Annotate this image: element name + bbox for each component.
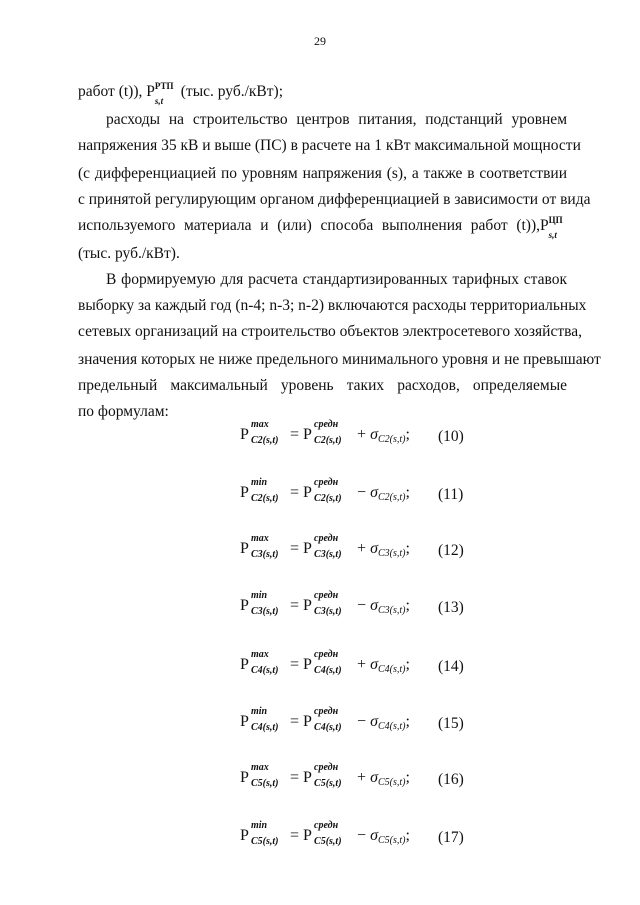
- math-symbol: P средн C3(s,t): [303, 590, 342, 617]
- math-operator: =: [286, 426, 304, 443]
- math-operator: −: [353, 597, 371, 614]
- formula: [240, 762, 410, 799]
- math-symbol: P max C5(s,t): [240, 762, 279, 789]
- math-operator: =: [286, 597, 304, 614]
- text-line: расходы на строительство центров питания, подстанций уровнем: [106, 111, 567, 128]
- sigma-term: σC4(s,t): [370, 656, 406, 675]
- math-symbol: P средн C5(s,t): [303, 820, 342, 847]
- math-operator: −: [353, 827, 371, 844]
- math-symbol: P min C3(s,t): [240, 590, 279, 617]
- math-symbol: P max C3(s,t): [240, 533, 279, 560]
- text-fragment: используемого материала и (или) способа выполнения работ (t)),: [78, 217, 540, 234]
- math-symbol: P min C5(s,t): [240, 820, 279, 847]
- math-symbol: P ЦП s,t: [540, 215, 563, 241]
- equation-number: (14): [438, 658, 464, 675]
- text-line: (с дифференциацией по уровням напряжения (s), а также в соответствии: [78, 165, 567, 182]
- sigma-term: σC3(s,t): [370, 597, 406, 616]
- formula: [240, 649, 410, 686]
- math-symbol: P min C2(s,t): [240, 477, 279, 504]
- text-line: [78, 215, 567, 241]
- math-symbol: P средн C3(s,t): [303, 533, 342, 560]
- math-operator: +: [353, 426, 371, 443]
- text-line: [78, 81, 567, 107]
- sigma-term: σC5(s,t): [370, 769, 406, 788]
- math-operator: −: [353, 484, 371, 501]
- text-line: напряжения 35 кВ и выше (ПС) в расчете на 1 кВт максимальной мощности: [78, 137, 581, 154]
- math-operator: ;: [405, 426, 410, 443]
- text-fragment: работ (t)),: [78, 83, 147, 100]
- text-line: сетевых организаций на строительство объектов электросетевого хозяйства,: [78, 323, 582, 340]
- text-fragment: (тыс. руб./кВт);: [176, 83, 284, 100]
- text-line: значения которых не ниже предельного минимального уровня и не превышают: [78, 351, 601, 368]
- math-symbol: P средн C2(s,t): [303, 477, 342, 504]
- math-operator: −: [353, 713, 371, 730]
- math-operator: =: [286, 484, 304, 501]
- math-symbol: P РТП s,t: [146, 81, 174, 107]
- equation-number: (11): [438, 486, 464, 503]
- formula: [240, 706, 410, 743]
- math-operator: =: [286, 827, 304, 844]
- math-operator: +: [353, 656, 371, 673]
- sigma-term: σC3(s,t): [370, 540, 406, 559]
- math-operator: ;: [405, 484, 410, 501]
- equation-number: (17): [438, 829, 464, 846]
- sigma-term: σC4(s,t): [370, 713, 406, 732]
- math-operator: ;: [405, 597, 410, 614]
- math-symbol: P средн C4(s,t): [303, 649, 342, 676]
- math-operator: +: [353, 540, 371, 557]
- math-symbol: P средн C5(s,t): [303, 762, 342, 789]
- sigma-term: σC2(s,t): [370, 484, 406, 503]
- formula: [240, 820, 410, 857]
- sigma-term: σC2(s,t): [370, 426, 406, 445]
- math-operator: +: [353, 769, 371, 786]
- text-line: (тыс. руб./кВт).: [78, 245, 180, 262]
- equation-number: (12): [438, 542, 464, 559]
- equation-number: (15): [438, 715, 464, 732]
- math-operator: ;: [405, 769, 410, 786]
- equation-number: (13): [438, 599, 464, 616]
- math-symbol: P max C2(s,t): [240, 419, 279, 446]
- text-line: предельный максимальный уровень таких расходов, определяемые: [78, 377, 567, 394]
- math-operator: =: [286, 769, 304, 786]
- page-number: 29: [314, 34, 326, 48]
- formula: [240, 477, 410, 514]
- text-line: с принятой регулирующим органом дифференциацией в зависимости от вида: [78, 191, 591, 208]
- math-operator: =: [286, 540, 304, 557]
- math-symbol: P min C4(s,t): [240, 706, 279, 733]
- text-line: В формируемую для расчета стандартизированных тарифных ставок: [106, 271, 567, 288]
- sigma-term: σC5(s,t): [370, 827, 406, 846]
- formula: [240, 419, 410, 456]
- math-symbol: P средн C2(s,t): [303, 419, 342, 446]
- math-operator: =: [286, 713, 304, 730]
- math-symbol: P max C4(s,t): [240, 649, 279, 676]
- math-operator: ;: [405, 540, 410, 557]
- formula: [240, 590, 410, 627]
- equation-number: (16): [438, 771, 464, 788]
- math-symbol: P средн C4(s,t): [303, 706, 342, 733]
- math-operator: =: [286, 656, 304, 673]
- text-line: по формулам:: [78, 403, 169, 420]
- equation-number: (10): [438, 428, 464, 445]
- math-operator: ;: [405, 827, 410, 844]
- formula: [240, 533, 410, 570]
- math-operator: ;: [405, 656, 410, 673]
- text-line: выборку за каждый год (n-4; n-3; n-2) включаются расходы территориальных: [78, 297, 587, 314]
- math-operator: ;: [405, 713, 410, 730]
